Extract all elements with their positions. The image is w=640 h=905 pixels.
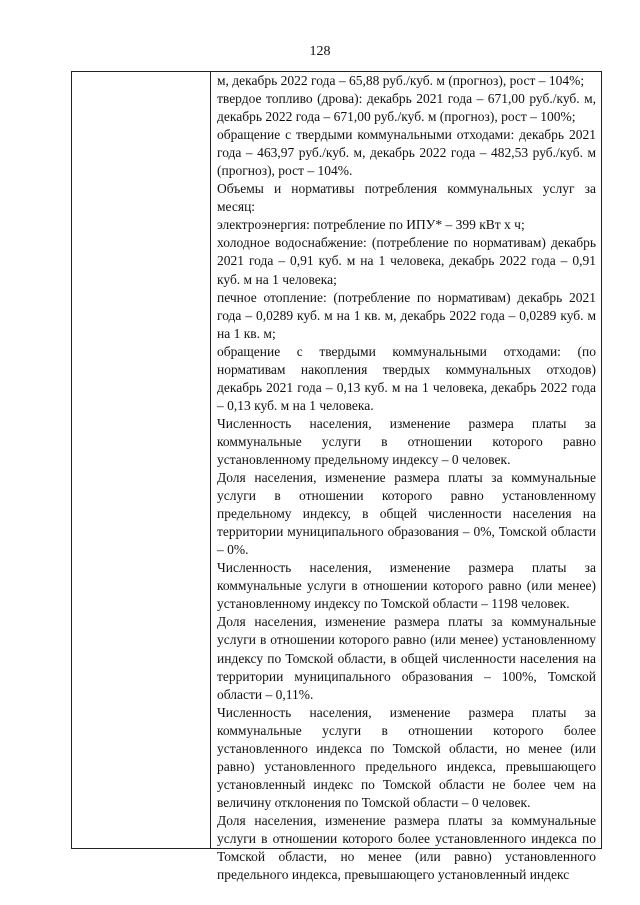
content-table (71, 71, 602, 883)
paragraph: обращение с твердыми коммунальными отходами: декабрь 2021 года – 463,97 руб./куб. м, декабрь 2022 года – 482,53 руб./куб. м (прогноз), рост – 104%. (217, 127, 596, 179)
paragraph: Численность населения, изменение размера платы за коммунальные услуги в отношении которого равно установленному предельному индексу – 0 человек. (217, 415, 596, 467)
paragraph: электроэнергия: потребление по ИПУ* – 399 кВт х ч; (217, 217, 525, 233)
paragraph: м, декабрь 2022 года – 65,88 руб./куб. м (прогноз), рост – 104%; (217, 73, 585, 88)
table-left-column (72, 72, 211, 848)
paragraph: твердое топливо (дрова): декабрь 2021 года – 671,00 руб./куб. м, декабрь 2022 года – 671,00 руб./куб. м (прогноз), рост – 100%; (217, 91, 596, 125)
paragraph: Объемы и нормативы потребления коммунальных услуг за месяц: (217, 181, 596, 215)
paragraph: Доля населения, изменение размера платы за коммунальные услуги в отношении которого равно установленному предельному индексу, в общей численности населения на территории муниципального образования – 0%, Томской области – 0%. (217, 470, 596, 558)
paragraph: Численность населения, изменение размера платы за коммунальные услуги в отношении которого более установленного индекса по Томской области, но менее (или равно) установленного предельного индекса, превышающего установленный индекс по Томской области не более чем на величину отклонения по Томской области – 0 человек. (217, 704, 596, 810)
paragraph: обращение с твердыми коммунальными отходами: (по нормативам накопления твердых коммунальных отходов) декабрь 2021 года – 0,13 куб. м на 1 человека, декабрь 2022 года – 0,13 куб. м на 1 человека. (217, 343, 596, 413)
paragraph: печное отопление: (потребление по нормативам) декабрь 2021 года – 0,0289 куб. м на 1 кв. м, декабрь 2022 года – 0,0289 куб. м на 1 кв. м; (217, 289, 596, 341)
table-right-column (212, 72, 601, 883)
page-number: 128 (309, 44, 331, 59)
paragraph: холодное водоснабжение: (потребление по нормативам) декабрь 2021 года – 0,91 куб. м на 1 человека, декабрь 2022 года – 0,91 куб. м на 1 человека; (217, 235, 596, 287)
paragraph: Доля населения, изменение размера платы за коммунальные услуги в отношении которого более установленного индекса по Томской области, но менее (или равно) установленного предельного индекса, превышающего установленный индекс (217, 812, 596, 883)
paragraph: Доля населения, изменение размера платы за коммунальные услуги в отношении которого равно (или менее) установленному индексу по Томской области, в общей численности населения на территории муниципального образования – 100%, Томской области – 0,11%. (217, 614, 596, 702)
paragraph: Численность населения, изменение размера платы за коммунальные услуги в отношении которого равно (или менее) установленному индексу по Томской области – 1198 человек. (217, 560, 596, 612)
